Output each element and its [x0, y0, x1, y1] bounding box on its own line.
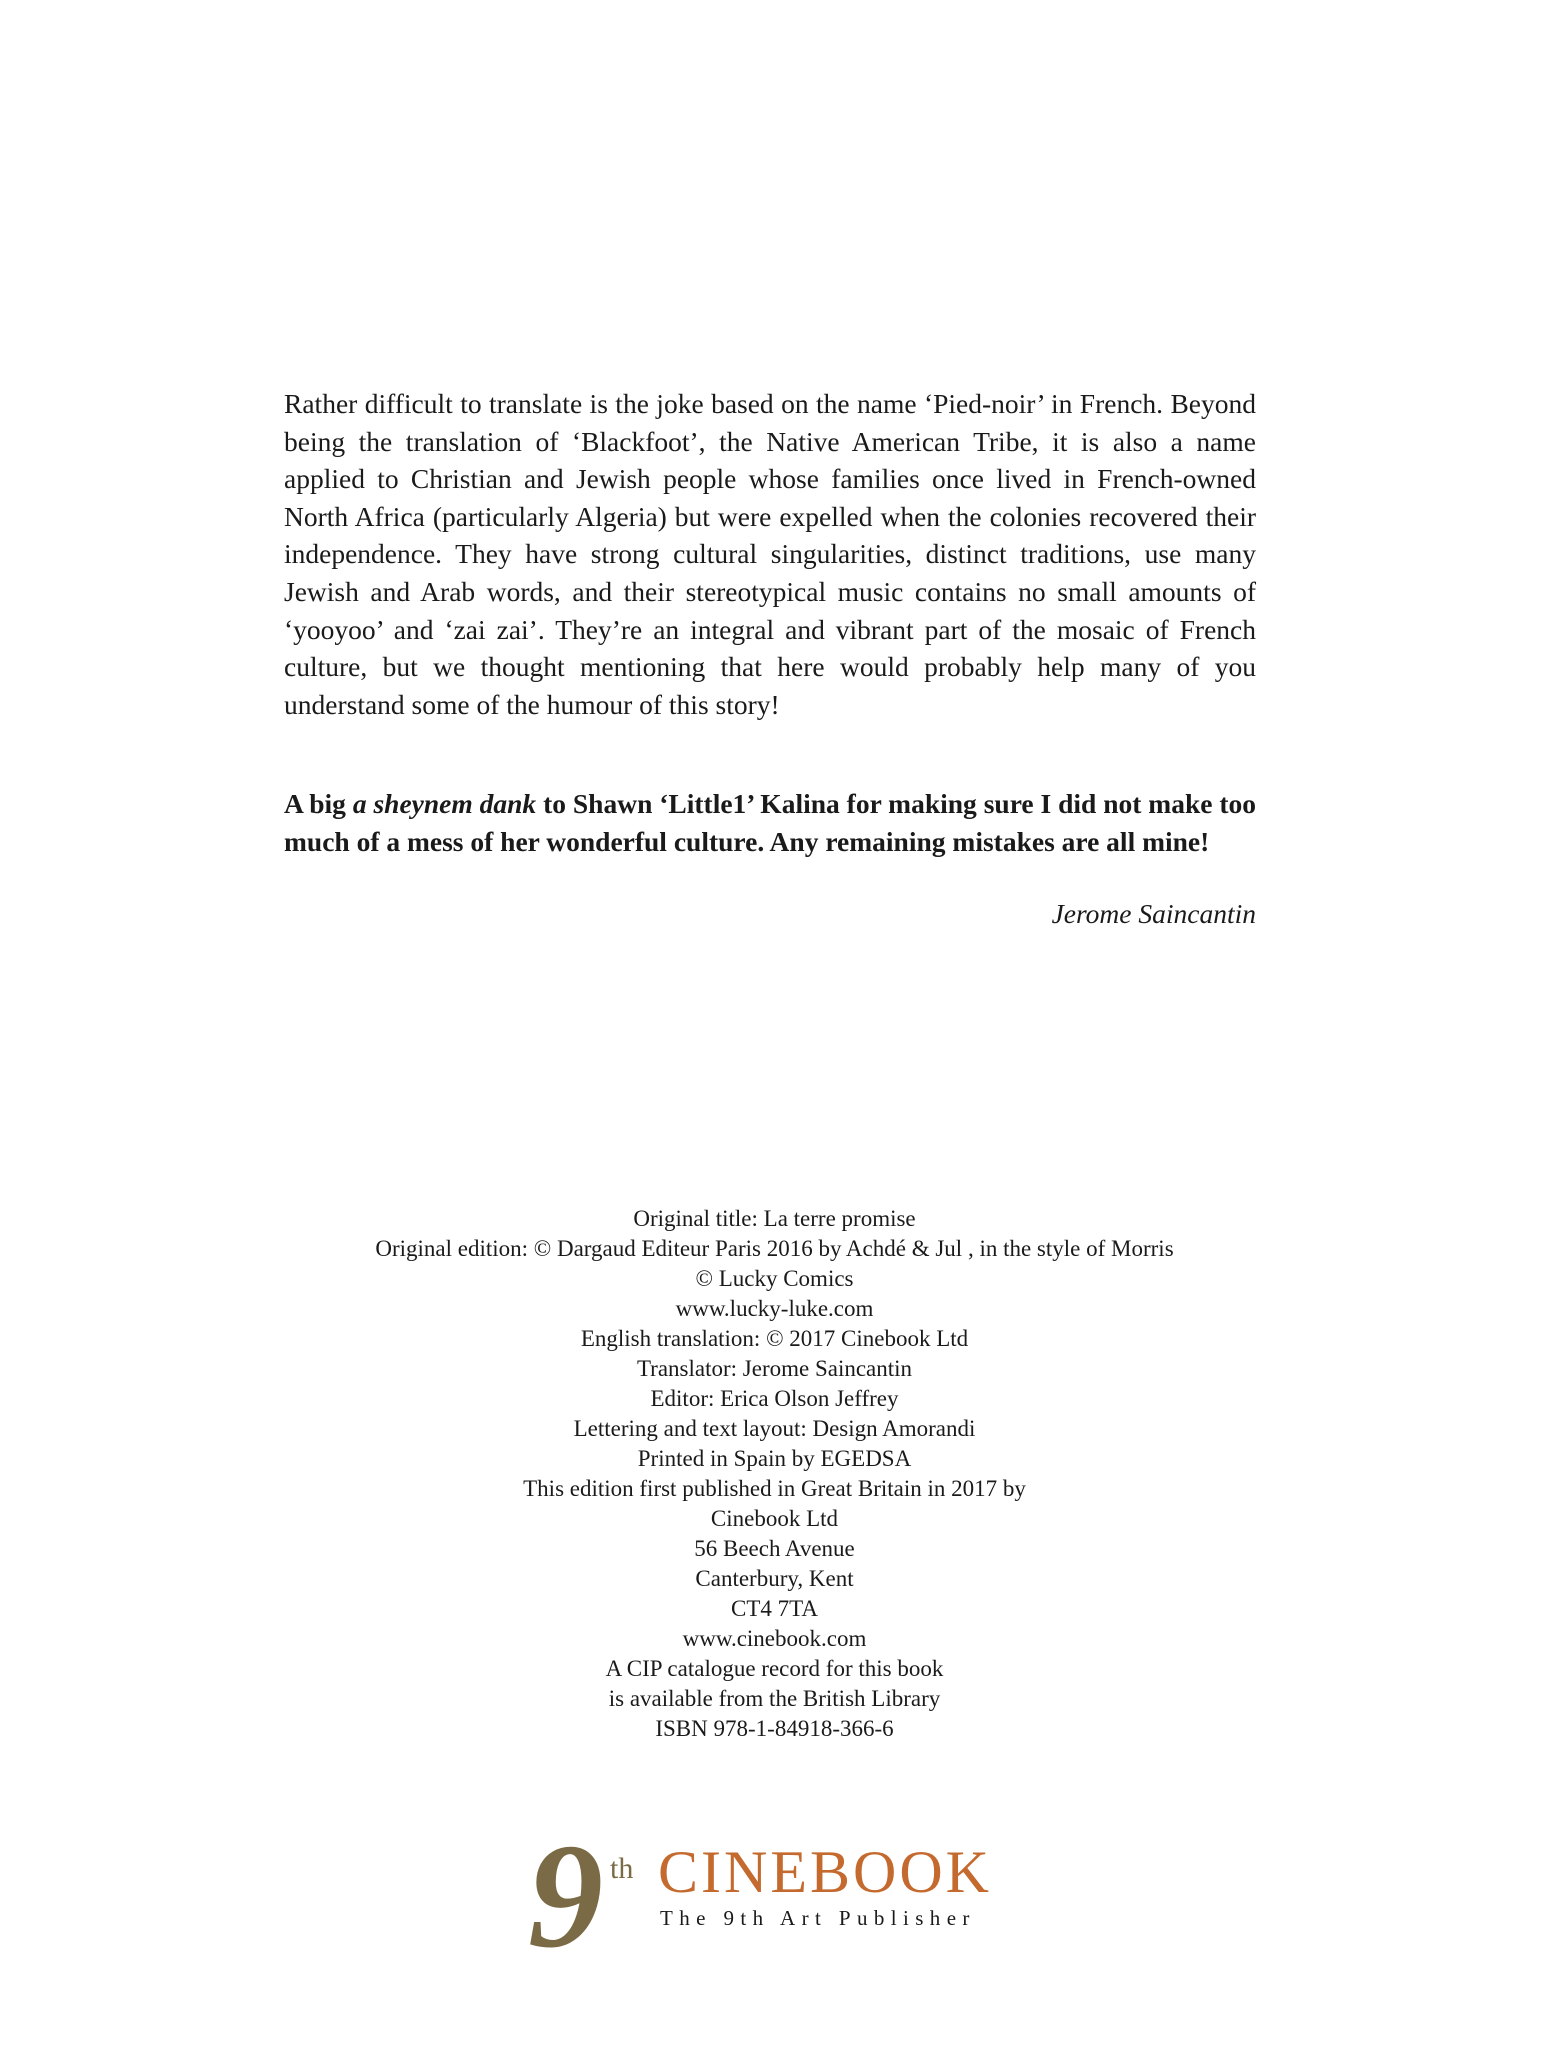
credit-cip-record: A CIP catalogue record for this book [605, 1656, 944, 1681]
credit-original-edition: Original edition: © Dargaud Editeur Paris 2016 by Achdé & Jul , in the style of Morris [375, 1236, 1174, 1261]
acknowledgement-prefix: A big [284, 788, 353, 819]
credit-cinebook-url: www.cinebook.com [682, 1626, 867, 1651]
translator-signature: Jerome Saincantin [1051, 898, 1256, 929]
logo-mark-numeral: 9 [528, 1838, 603, 1950]
credit-address-street: 56 Beech Avenue [694, 1536, 855, 1561]
acknowledgement-yiddish-phrase: a sheynem dank [352, 788, 537, 819]
cinebook-logo [528, 1838, 1008, 1950]
cinebook-9th-mark-icon [528, 1838, 658, 1950]
credit-english-translation: English translation: © 2017 Cinebook Ltd [580, 1326, 969, 1351]
credit-lettering: Lettering and text layout: Design Amorandi [573, 1416, 976, 1441]
acknowledgement [284, 785, 1256, 860]
credit-original-title: Original title: La terre promise [633, 1206, 916, 1231]
credit-publisher-name: Cinebook Ltd [710, 1506, 839, 1531]
logo-name: CINEBOOK [658, 1839, 992, 1905]
credit-translator: Translator: Jerome Saincantin [636, 1356, 913, 1381]
credit-isbn: ISBN 978-1-84918-366-6 [655, 1716, 894, 1741]
credit-printer: Printed in Spain by EGEDSA [637, 1446, 912, 1471]
publication-credits [0, 1204, 1549, 1744]
logo-mark-suffix: th [610, 1852, 634, 1885]
credit-british-library: is available from the British Library [608, 1686, 941, 1711]
logo-tagline: The 9th Art Publisher [660, 1906, 976, 1930]
credit-editor: Editor: Erica Olson Jeffrey [650, 1386, 899, 1411]
acknowledgement-suffix: to Shawn ‘Little1’ Kalina for making sure I did not make too much of a mess of her wonderful culture. Any remaining mistakes are all mine! [284, 788, 1256, 857]
credit-address-postcode: CT4 7TA [731, 1596, 818, 1621]
credit-address-city: Canterbury, Kent [695, 1566, 854, 1591]
credit-first-published: This edition first published in Great Britain in 2017 by [523, 1476, 1026, 1501]
credit-lucky-luke-url: www.lucky-luke.com [675, 1296, 874, 1321]
translator-note: Rather difficult to translate is the joke based on the name ‘Pied-noir’ in French. Beyond being the translation of ‘Blackfoot’, the Native American Tribe, it is also a name applied to Christian and Jewish people whose families once lived in French-owned North Africa (particularly Algeria) but were expelled when the colonies recovered their independence. They have strong cultural singularities, distinct traditions, use many Jewish and Arab words, and their stereotypical music contains no small amounts of ‘yooyoo’ and ‘zai zai’. They’re an integral and vibrant part of the mosaic of French culture, but we thought mentioning that here would probably help many of you understand some of the humour of this story! [284, 388, 1256, 720]
credit-copyright-lucky-comics: © Lucky Comics [695, 1266, 854, 1291]
